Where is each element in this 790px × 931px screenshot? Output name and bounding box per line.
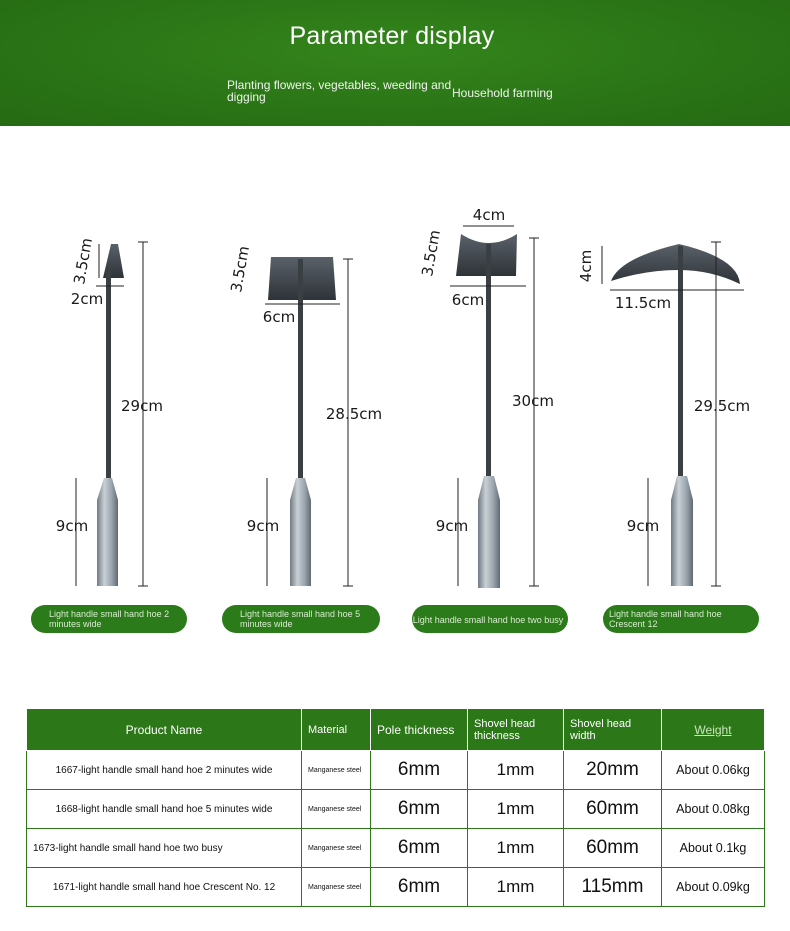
dim-pole-length: 29.5cm — [693, 397, 751, 415]
dim-head-width: 6cm — [262, 308, 296, 326]
cell-material: Manganese steel — [302, 790, 371, 829]
dim-head-height: 3.5cm — [418, 228, 444, 278]
cell-pole-thickness: 6mm — [371, 751, 468, 790]
usage-category: Household farming — [452, 86, 553, 100]
cell-weight: About 0.09kg — [662, 868, 765, 907]
dim-pole-length: 28.5cm — [325, 405, 383, 423]
dim-head-height: 4cm — [577, 249, 595, 283]
dim-head-width: 6cm — [451, 291, 485, 309]
dim-handle-length: 9cm — [626, 517, 660, 535]
hoe-handle — [97, 478, 118, 586]
cell-head-width: 115mm — [564, 868, 662, 907]
dim-handle-length: 9cm — [246, 517, 280, 535]
hoe-2-minutes-wide — [56, 237, 163, 586]
caption-pill-1: Light handle small hand hoe 2 minutes wide — [31, 605, 187, 633]
page-title: Parameter display — [289, 22, 495, 50]
cell-head-thickness: 1mm — [468, 868, 564, 907]
hoe-pole — [486, 244, 491, 484]
table-row — [27, 868, 765, 907]
cell-material: Manganese steel — [302, 868, 371, 907]
header-head-thickness: Shovel head thickness — [468, 709, 564, 751]
cell-weight: About 0.1kg — [662, 829, 765, 868]
cell-head-width: 60mm — [564, 829, 662, 868]
hoe-handle — [671, 476, 693, 586]
hoe-pole — [678, 246, 683, 484]
cell-pole-thickness: 6mm — [371, 868, 468, 907]
header-product-name: Product Name — [27, 709, 302, 751]
dim-head-width: 2cm — [70, 290, 104, 308]
cell-pole-thickness: 6mm — [371, 790, 468, 829]
cell-head-thickness: 1mm — [468, 751, 564, 790]
usage-description: Planting flowers, vegetables, weeding and digging — [227, 78, 452, 104]
table-row — [27, 751, 765, 790]
hoe-handle — [290, 478, 311, 586]
dim-handle-length: 9cm — [435, 517, 469, 535]
table-header-row — [27, 709, 765, 751]
cell-product-name: 1671-light handle small hand hoe Crescent No. 12 — [27, 868, 302, 907]
dim-head-top: 4cm — [472, 206, 506, 224]
hoe-handle — [478, 476, 500, 588]
header-pole-thickness: Pole thickness — [371, 709, 468, 751]
caption-pill-4: Light handle small hand hoe Crescent 12 — [603, 605, 759, 633]
dim-pole-length: 30cm — [512, 392, 554, 410]
cell-head-width: 20mm — [564, 751, 662, 790]
header-weight: Weight — [662, 709, 765, 751]
hoe-pole — [298, 259, 303, 485]
header-banner — [0, 0, 790, 126]
cell-pole-thickness: 6mm — [371, 829, 468, 868]
cell-head-thickness: 1mm — [468, 829, 564, 868]
cell-weight: About 0.06kg — [662, 751, 765, 790]
cell-product-name: 1668-light handle small hand hoe 5 minutes wide — [27, 790, 302, 829]
caption-pill-3: Light handle small hand hoe two busy — [412, 605, 568, 633]
hoe-crescent-12 — [577, 242, 750, 586]
hoe-pole — [106, 268, 111, 482]
hoe-head — [611, 244, 740, 284]
dim-head-width: 11.5cm — [614, 294, 672, 312]
cell-material: Manganese steel — [302, 751, 371, 790]
header-head-width: Shovel head width — [564, 709, 662, 751]
header-material: Material — [302, 709, 371, 751]
spec-table — [26, 709, 765, 907]
cell-material: Manganese steel — [302, 829, 371, 868]
caption-pill-2: Light handle small hand hoe 5 minutes wide — [222, 605, 380, 633]
dim-head-height: 3.5cm — [70, 236, 96, 286]
table-row — [27, 790, 765, 829]
cell-product-name: 1673-light handle small hand hoe two busy — [27, 829, 302, 868]
table-row — [27, 829, 765, 868]
cell-weight: About 0.08kg — [662, 790, 765, 829]
cell-product-name: 1667-light handle small hand hoe 2 minutes wide — [27, 751, 302, 790]
dim-head-height: 3.5cm — [227, 244, 253, 294]
tool-illustrations — [0, 126, 790, 686]
cell-head-thickness: 1mm — [468, 790, 564, 829]
dim-handle-length: 9cm — [55, 517, 89, 535]
hoe-two-busy — [418, 206, 554, 588]
cell-head-width: 60mm — [564, 790, 662, 829]
dim-pole-length: 29cm — [121, 397, 163, 415]
hoe-5-minutes-wide — [227, 245, 382, 586]
